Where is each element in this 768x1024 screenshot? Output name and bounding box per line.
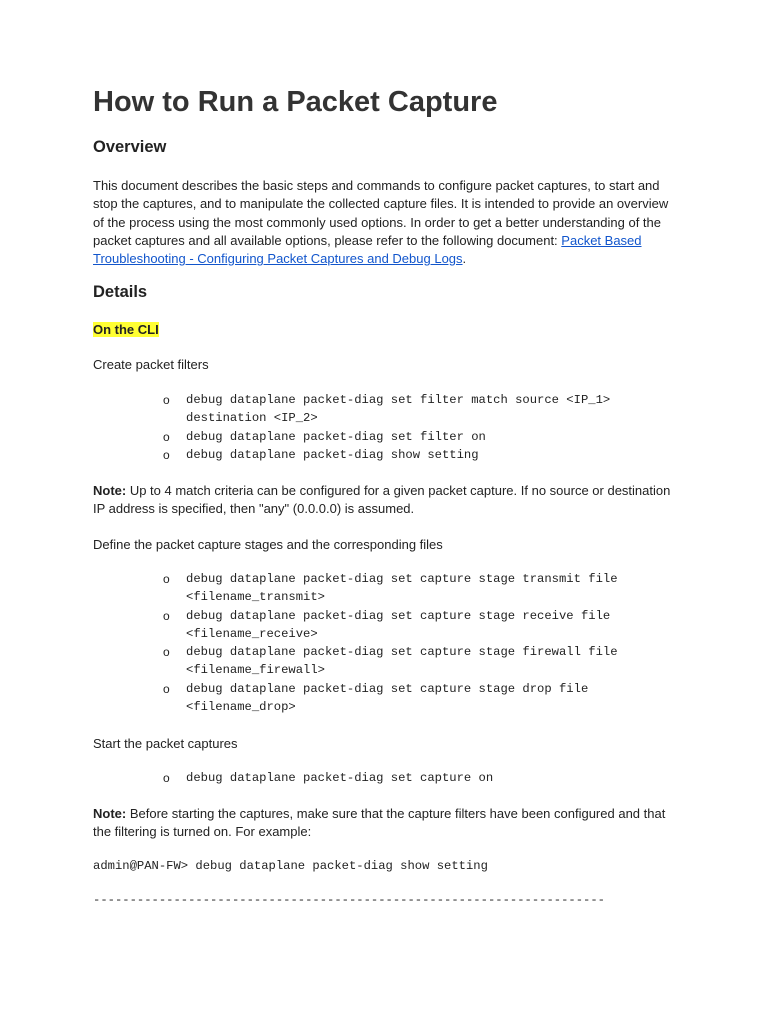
overview-text-end: .: [462, 251, 467, 267]
start-command-list: [163, 769, 683, 787]
cli-section-label: [93, 321, 673, 339]
command-item: o debug dataplane packet-diag set capture on: [163, 769, 683, 787]
overview-paragraph: [93, 177, 673, 268]
troubleshooting-doc-link[interactable]: Packet Based Troubleshooting - Configuring Packet Captures and Debug Logs: [93, 232, 642, 267]
stages-intro: Define the packet capture stages and the corresponding files: [93, 537, 443, 552]
command-item: o debug dataplane packet-diag set capture stage firewall file <filename_firewall>: [163, 643, 683, 680]
example-command: admin@PAN-FW> debug dataplane packet-diag show setting: [93, 859, 488, 873]
note-captures: [93, 805, 673, 842]
filter-command-list: [163, 391, 683, 464]
command-item: o debug dataplane packet-diag set filter on: [163, 428, 683, 446]
filters-intro: Create packet filters: [93, 357, 209, 372]
command-item: o debug dataplane packet-diag set capture stage drop file <filename_drop>: [163, 680, 683, 717]
command-item: o debug dataplane packet-diag set capture stage transmit file <filename_transmit>: [163, 570, 683, 607]
output-separator: ----------------------------------------------------------------------: [93, 893, 605, 907]
command-item: o debug dataplane packet-diag show setting: [163, 446, 683, 464]
cli-highlight-label: On the CLI: [93, 322, 159, 337]
overview-text: This document describes the basic steps and commands to configure packet captures, to start and stop the captures, and to manipulate the collected capture files. It is intended to provide an overview of the process using the most commonly used options. In order to get a better understanding of the packet captures and all available options, please refer to the following document:: [93, 178, 669, 248]
command-item: o debug dataplane packet-diag set filter match source <IP_1> destination <IP_2>: [163, 391, 683, 428]
stage-command-list: [163, 570, 683, 716]
note-text: Before starting the captures, make sure that the capture filters have been configured and that the filtering is turned on. For example:: [93, 806, 666, 840]
overview-heading: Overview: [93, 138, 167, 156]
page-title: How to Run a Packet Capture: [93, 86, 498, 118]
note-filters: [93, 482, 673, 519]
note-label: Note:: [93, 806, 127, 821]
note-label: Note:: [93, 483, 127, 498]
start-intro: Start the packet captures: [93, 736, 238, 751]
command-item: o debug dataplane packet-diag set capture stage receive file <filename_receive>: [163, 607, 683, 644]
details-heading: Details: [93, 283, 148, 301]
note-text: Up to 4 match criteria can be configured for a given packet capture. If no source or destination IP address is specified, then "any" (0.0.0.0) is assumed.: [93, 483, 671, 517]
